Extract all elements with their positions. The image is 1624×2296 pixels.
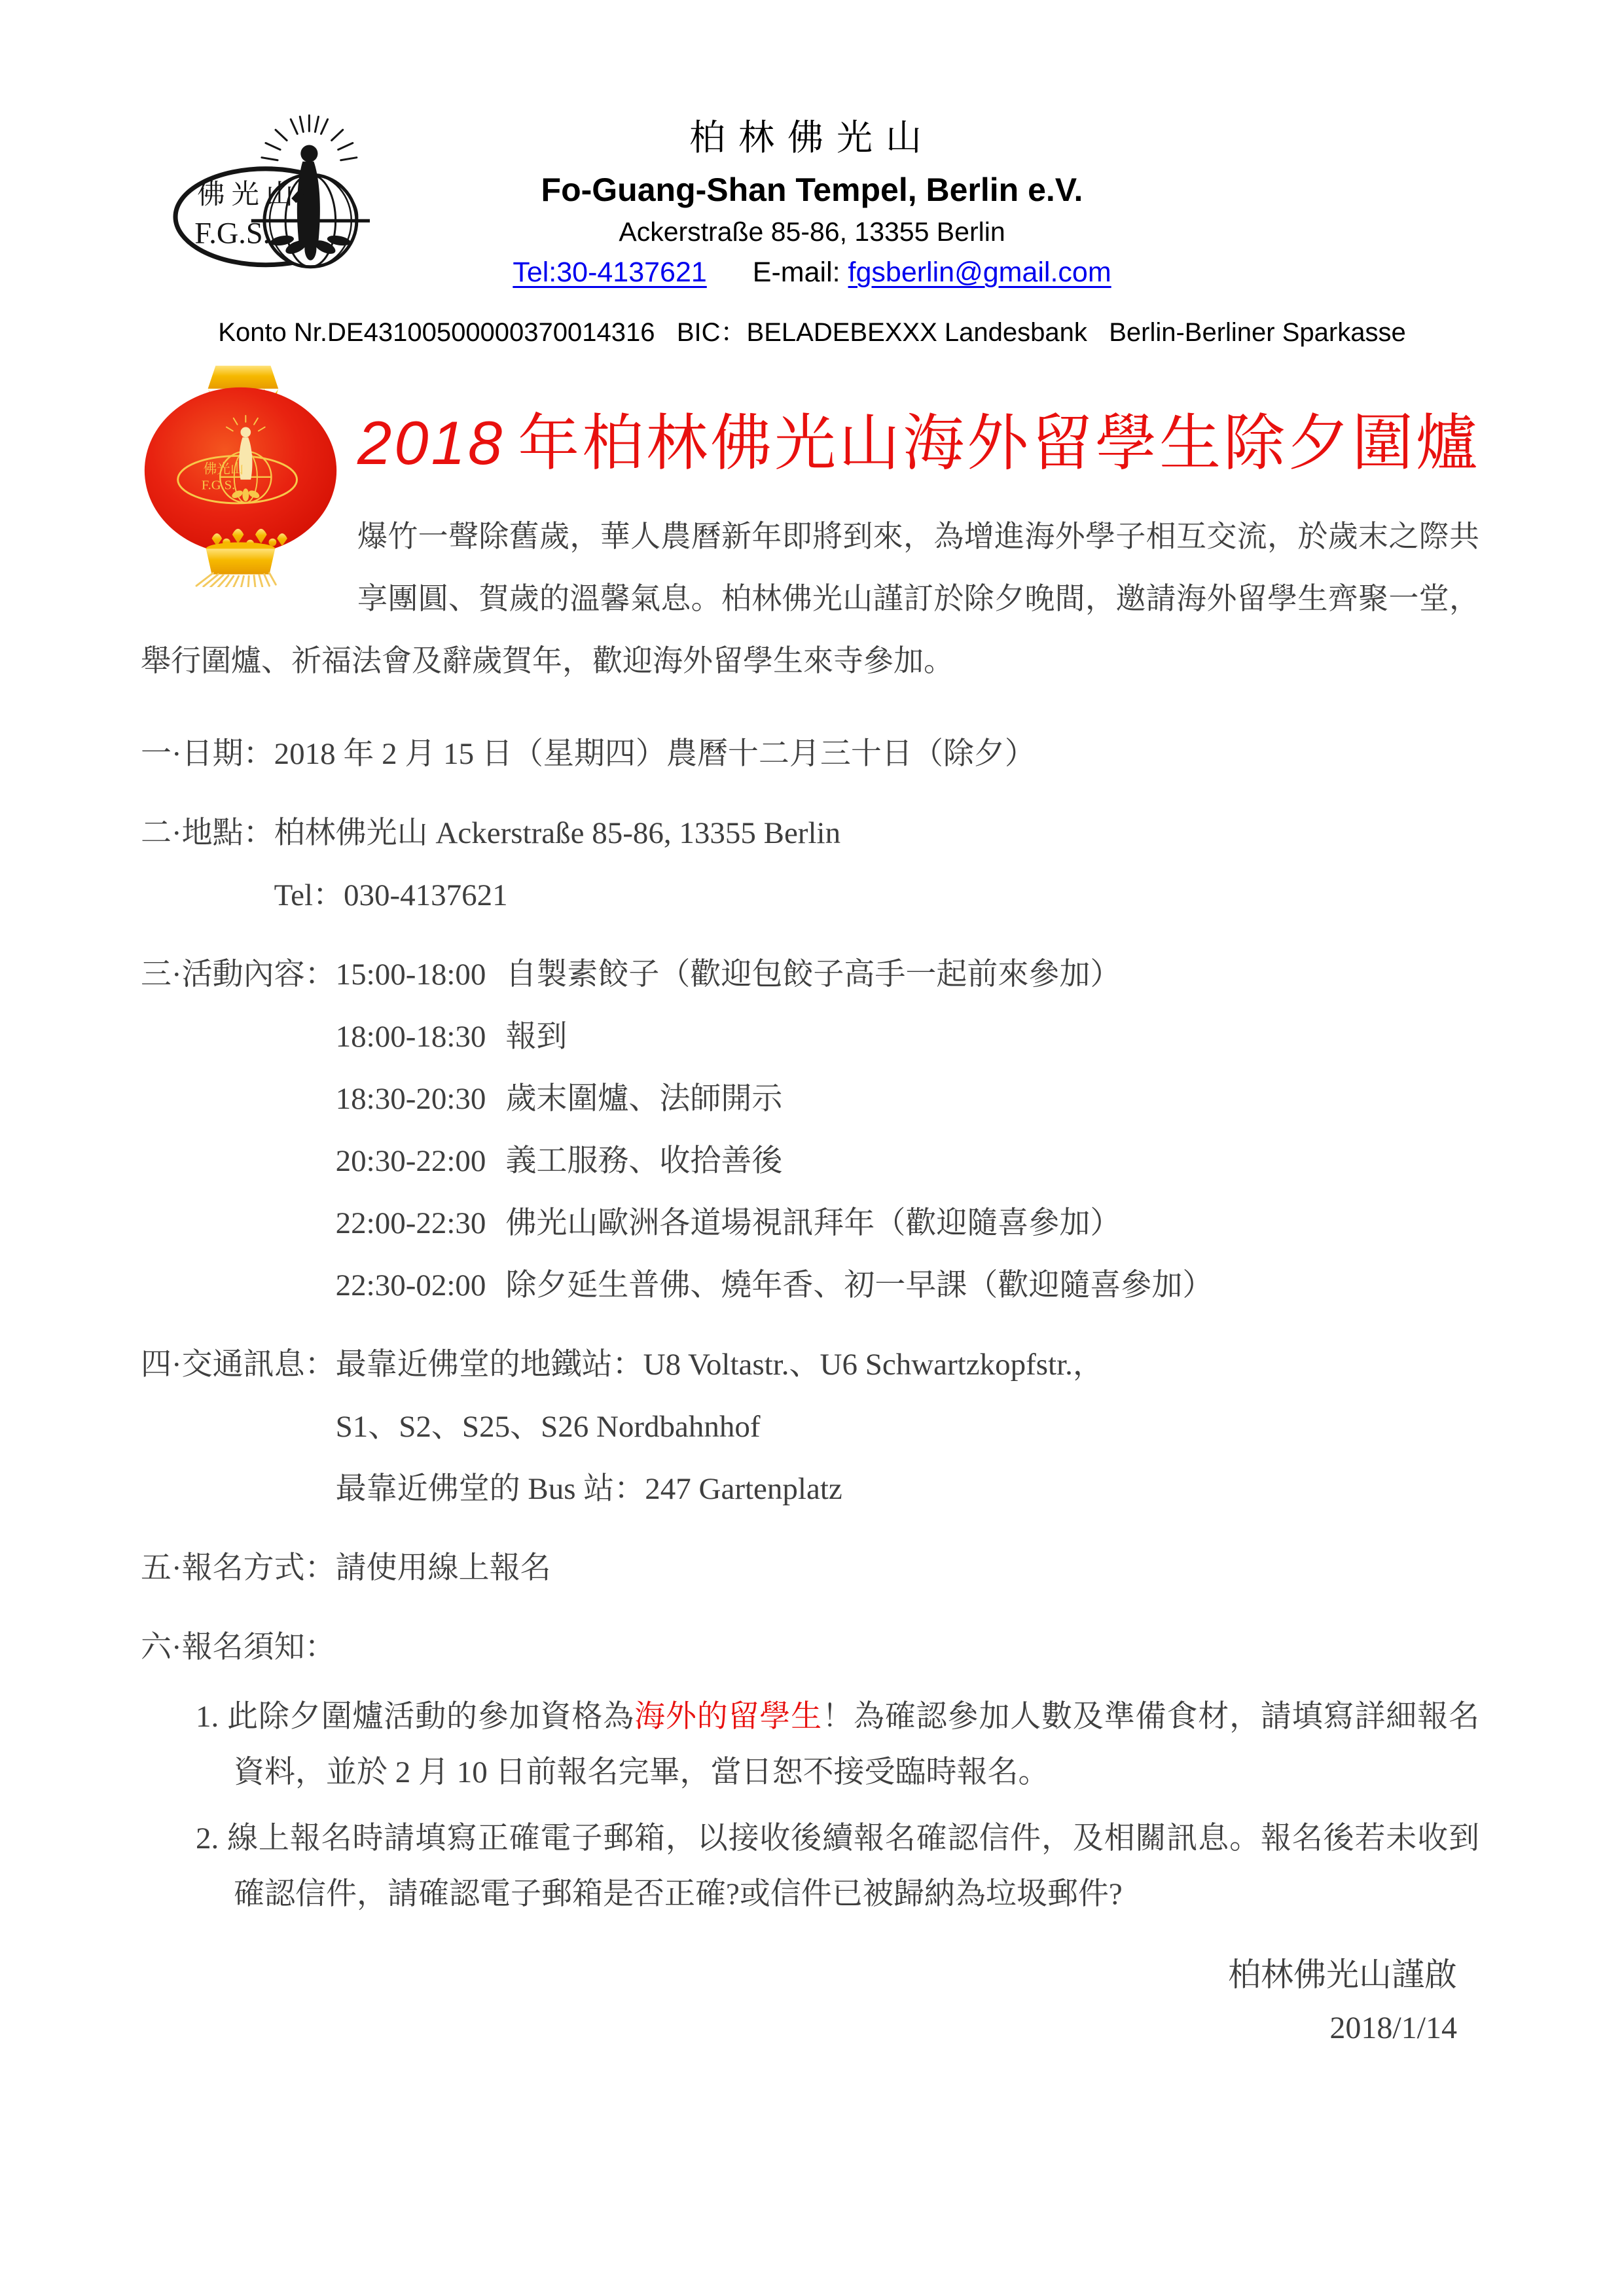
items-list xyxy=(141,723,1479,1922)
event-title xyxy=(141,357,1479,480)
notes-list xyxy=(141,1689,1479,1922)
schedule-time: 22:00-22:30 xyxy=(335,1206,486,1240)
org-name-cn: 柏林佛光山 xyxy=(689,118,935,158)
closing-block xyxy=(141,1948,1479,2046)
transport-line: S1、S2、S25、S26 Nordbahnhof xyxy=(335,1409,761,1444)
item-label: 六·報名須知： xyxy=(141,1630,336,1664)
contact-line xyxy=(0,257,1624,289)
lantern-drawing xyxy=(141,357,340,587)
intro-paragraph: 爆竹一聲除舊歲，華人農曆新年即將到來，為增進海外學子相互交流，於歲末之際共享團圓、賀歲的溫馨氣息。柏林佛光山謹訂於除夕晚間，邀請海外留學生齊聚一堂，舉行圍爐、祈福法會及辭歲賀年，歡迎海外留學生來寺參加。 xyxy=(141,519,1479,677)
lantern-tassel xyxy=(196,573,276,587)
event-title-text: 年柏林佛光山海外留學生除夕圍爐 xyxy=(518,408,1481,477)
item-subline: Tel：030-4137621 xyxy=(274,878,508,912)
content-column xyxy=(141,357,1479,2046)
svg-text:佛光山: 佛光山 xyxy=(203,461,244,476)
transport-line: 最靠近佛堂的 Bus 站：247 Gartenplatz xyxy=(335,1471,842,1506)
item-label: 一·日期： xyxy=(141,736,274,771)
lantern-image xyxy=(141,357,340,587)
schedule-desc: 報到 xyxy=(505,1019,568,1054)
event-title-year: 2018 xyxy=(357,408,505,477)
schedule-row xyxy=(336,1130,1479,1193)
schedule-row xyxy=(336,944,1479,1006)
item-text xyxy=(336,1617,1479,1679)
address-line: Ackerstraße 85-86, 13355 Berlin xyxy=(619,217,1005,247)
letterhead xyxy=(0,109,1624,289)
transport-line: 最靠近佛堂的地鐵站：U8 Voltastr.、U6 Schwartzkopfstr.， xyxy=(335,1347,1104,1382)
schedule-row xyxy=(336,1255,1479,1317)
item-registration xyxy=(141,1537,1479,1600)
schedule-row xyxy=(336,1006,1479,1068)
schedule-time: 18:00-18:30 xyxy=(335,1019,486,1054)
item-location xyxy=(141,802,1479,927)
schedule-time: 20:30-22:00 xyxy=(335,1143,486,1178)
item-label: 三·活動內容： xyxy=(141,957,336,992)
schedule-desc: 義工服務、收拾善後 xyxy=(505,1143,783,1178)
schedule-row xyxy=(336,1193,1479,1255)
note-item xyxy=(141,1811,1479,1922)
item-program xyxy=(141,944,1479,1317)
note-marker: 1. xyxy=(196,1699,219,1734)
logo-en-text: F.G.S. xyxy=(194,217,271,251)
item-notice xyxy=(141,1617,1479,1679)
schedule-time: 18:30-20:30 xyxy=(335,1081,486,1116)
note-marker: 2. xyxy=(196,1821,219,1856)
note-text: ！為確認參加人數及準備食材，請填寫詳細報名資料，並於 2 月 10 日前報名完畢，當日恕不接受臨時報名。 xyxy=(234,1699,1479,1789)
item-body xyxy=(274,802,1479,927)
date-line: 2018/1/14 xyxy=(1329,2010,1457,2045)
item-text: 2018 年 2 月 15 日（星期四）農曆十二月三十日（除夕） xyxy=(274,736,1036,771)
note-highlight: 海外的留學生 xyxy=(634,1699,823,1734)
note-text: 此除夕圍爐活動的參加資格為 xyxy=(226,1699,635,1734)
item-text: 柏林佛光山 Ackerstraße 85-86, 13355 Berlin xyxy=(274,816,841,850)
svg-text:F.G.S.: F.G.S. xyxy=(201,478,236,493)
schedule-desc: 除夕延生普佛、燒年香、初一早課（歡迎隨喜參加） xyxy=(505,1268,1214,1302)
logo-cn-text: 佛光山 xyxy=(197,179,300,211)
item-label: 四·交通訊息： xyxy=(141,1347,336,1382)
email-label: E-mail: xyxy=(752,257,840,288)
konto-line: Konto Nr.DE43100500000370014316 BIC：BELADEBEXXX Landesbank Berlin-Berliner Sparkasse xyxy=(218,318,1406,347)
schedule-desc: 歲末圍爐、法師開示 xyxy=(505,1081,783,1116)
note-item xyxy=(141,1689,1479,1801)
signature-line: 柏林佛光山謹啟 xyxy=(1228,1956,1457,1993)
org-name-en: Fo-Guang-Shan Tempel, Berlin e.V. xyxy=(541,171,1083,208)
item-text: 請使用線上報名 xyxy=(335,1551,551,1585)
item-label: 二·地點： xyxy=(141,816,274,850)
transport-lines xyxy=(336,1334,1479,1520)
schedule-desc: 佛光山歐洲各道場視訊拜年（歡迎隨喜參加） xyxy=(505,1206,1121,1240)
schedule-time: 15:00-18:00 xyxy=(335,957,486,992)
note-text: 線上報名時請填寫正確電子郵箱，以接收後續報名確認信件，及相關訊息。報名後若未收到確認信件，請確認電子郵箱是否正確?或信件已被歸納為垃圾郵件? xyxy=(226,1821,1479,1911)
schedule-list xyxy=(336,944,1479,1317)
tel-link[interactable]: Tel:30-4137621 xyxy=(513,257,707,288)
schedule-desc: 自製素餃子（歡迎包餃子高手一起前來參加） xyxy=(505,957,1121,992)
schedule-row xyxy=(336,1068,1479,1130)
schedule-time: 22:30-02:00 xyxy=(335,1268,486,1302)
item-date xyxy=(141,723,1479,785)
item-label: 五·報名方式： xyxy=(141,1551,336,1585)
email-link[interactable]: fgsberlin@gmail.com xyxy=(848,257,1111,288)
item-transport xyxy=(141,1334,1479,1520)
